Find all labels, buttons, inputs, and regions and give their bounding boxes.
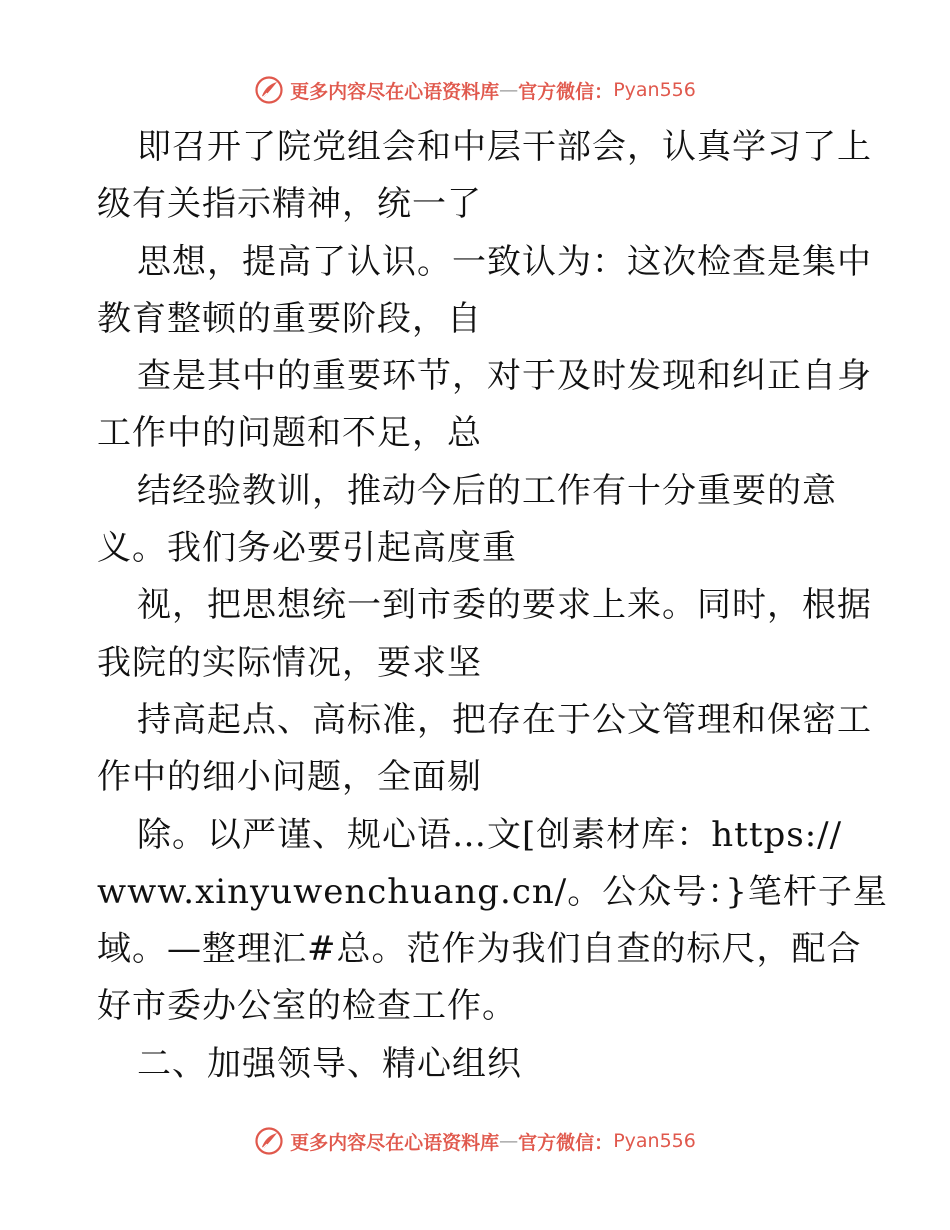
watermark-title: 更多内容尽在心语资料库 (290, 1131, 500, 1154)
watermark-footer (0, 1121, 950, 1161)
logo-icon (254, 75, 284, 105)
text-line: 好市委办公室的检查工作。 (97, 986, 517, 1027)
document-body (97, 119, 888, 1093)
logo-icon (254, 1126, 284, 1156)
text-line: 持高起点、高标准，把存在于公文管理和保密工 (137, 699, 872, 740)
text-line: 即召开了院党组会和中层干部会，认真学习了上 (137, 127, 872, 167)
text-line: 思想，提高了认识。一致认为：这次检查是集中 (137, 241, 872, 282)
text-line: 教育整顿的重要阶段，自 (97, 298, 482, 339)
text-line: www.xinyuwenchuang.cn/。公众号：}笔杆子星 (97, 871, 888, 912)
text-line: 结经验教训，推动今后的工作有十分重要的意 (137, 470, 837, 511)
text-line: 我院的实际情况，要求坚 (97, 642, 482, 683)
watermark-separator: — (499, 1130, 519, 1152)
watermark-wechat-label: 官方微信： (518, 1131, 614, 1154)
section-heading: 二、加强领导、精心组织 (137, 1043, 522, 1084)
text-line: 义。我们务必要引起高度重 (97, 528, 517, 569)
watermark-wechat-id: Pyan556 (613, 1130, 696, 1152)
watermark-header (0, 70, 950, 110)
text-line: 域。—整理汇#总。范作为我们自查的标尺，配合 (97, 929, 862, 970)
text-line: 视，把思想统一到市委的要求上来。同时，根据 (137, 585, 872, 626)
watermark-wechat-id: Pyan556 (613, 79, 696, 101)
text-line: 作中的细小问题，全面剔 (97, 757, 482, 798)
text-line: 工作中的问题和不足，总 (97, 413, 482, 454)
text-line: 查是其中的重要环节，对于及时发现和纠正自身 (137, 356, 872, 397)
text-line: 级有关指示精神，统一了 (97, 184, 482, 225)
watermark-separator: — (499, 79, 519, 101)
watermark-title: 更多内容尽在心语资料库 (290, 80, 500, 103)
watermark-wechat-label: 官方微信： (518, 80, 614, 103)
text-line: 除。以严谨、规心语…文[创素材库：https:// (137, 814, 843, 855)
